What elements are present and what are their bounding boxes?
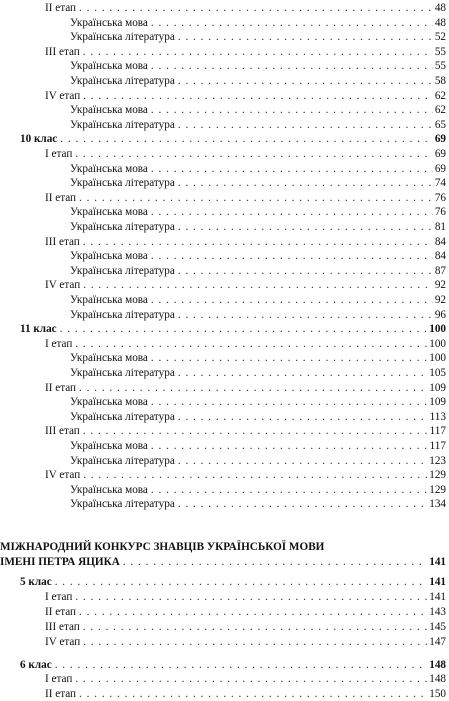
leader-dots: [75, 591, 427, 604]
toc-entry: [0, 0, 449, 15]
toc-entry: [0, 394, 449, 409]
toc-entry: [0, 88, 449, 103]
toc-entry-page: 84: [434, 250, 446, 262]
toc-entry: [0, 102, 449, 117]
toc-entry-label: Українська мова: [70, 440, 148, 452]
toc-entry: [0, 634, 449, 649]
leader-dots: [60, 133, 433, 146]
toc-entry-page: 55: [434, 46, 446, 58]
toc-entry: [0, 619, 449, 634]
toc-entry-label: І етап: [45, 591, 73, 603]
toc-entry-page: 100: [429, 323, 446, 335]
toc-entry-label: Українська література: [70, 177, 175, 189]
toc-entry-page: 69: [434, 133, 446, 145]
toc-entry: [0, 604, 449, 619]
toc-entry: [0, 321, 449, 336]
toc-entry: [0, 29, 449, 44]
toc-entry-page: 55: [434, 60, 446, 72]
section-title-line1: [0, 539, 449, 554]
toc-entry: [0, 307, 449, 322]
toc-entry: [0, 73, 449, 88]
toc-entry: [0, 234, 449, 249]
toc-entry: [0, 438, 449, 453]
toc-entry-page: 141: [429, 591, 446, 603]
toc-entry-label: Українська мова: [70, 17, 148, 29]
leader-dots: [55, 576, 428, 589]
toc-entry-page: 76: [434, 206, 446, 218]
leader-dots: [83, 279, 433, 292]
leader-dots: [83, 621, 427, 634]
toc-entry: [0, 204, 449, 219]
toc-entry-label: Українська література: [70, 498, 175, 510]
toc-entry-label: ІІІ етап: [45, 621, 80, 633]
toc-entry: [0, 423, 449, 438]
toc-entry-label: IV етап: [45, 90, 81, 102]
toc-entry: [0, 219, 449, 234]
toc-entry-label: Українська мова: [70, 396, 148, 408]
toc-entry-page: 100: [429, 352, 446, 364]
toc-entry-page: 123: [429, 455, 446, 467]
leader-dots: [178, 177, 433, 190]
leader-dots: [83, 636, 427, 649]
toc-entry-label: Українська література: [70, 309, 175, 321]
toc-entry-label: 6 клас: [20, 659, 52, 671]
toc-entry-page: 69: [434, 148, 446, 160]
toc-entry-page: 81: [434, 221, 446, 233]
toc-entry-label: Українська література: [70, 411, 175, 423]
toc-entry: [0, 117, 449, 132]
toc-entry: [0, 365, 449, 380]
leader-dots: [178, 498, 427, 511]
leader-dots: [178, 221, 433, 234]
toc-entry: [0, 409, 449, 424]
toc-entry-page: 48: [434, 17, 446, 29]
toc-entry-label: Українська література: [70, 265, 175, 277]
toc-entry-page: 58: [434, 75, 446, 87]
toc-entry: [0, 131, 449, 146]
leader-dots: [151, 440, 428, 453]
toc-entry-page: 105: [429, 367, 446, 379]
toc-entry-page: 117: [429, 440, 446, 452]
toc-entry-page: 134: [429, 498, 446, 510]
toc-entry-page: 148: [429, 659, 446, 671]
leader-dots: [151, 104, 433, 117]
leader-dots: [151, 396, 427, 409]
leader-dots: [178, 367, 427, 380]
toc-entry: [0, 277, 449, 292]
toc-entry-label: 10 клас: [20, 133, 58, 145]
toc-entry-label: Українська література: [70, 75, 175, 87]
toc-entry-page: 87: [434, 265, 446, 277]
toc-entry-label: ІІІ етап: [45, 46, 80, 58]
toc-entry: [0, 58, 449, 73]
toc-entry-label: Українська мова: [70, 206, 148, 218]
toc-entry: [0, 190, 449, 205]
toc-entry-page: 109: [429, 396, 446, 408]
leader-dots: [178, 75, 433, 88]
toc-entry-label: ІІ етап: [45, 2, 77, 14]
toc-entry: [0, 686, 449, 701]
toc-entry: [0, 248, 449, 263]
toc-entry-label: Українська література: [70, 221, 175, 233]
toc-entry-page: 147: [429, 636, 446, 648]
toc-entry-page: 48: [434, 2, 446, 14]
toc-entry-page: 74: [434, 177, 446, 189]
toc-entry: [0, 350, 449, 365]
toc-entry: [0, 453, 449, 468]
toc-entry-label: IV етап: [45, 636, 81, 648]
toc-entry-label: ІІ етап: [45, 606, 77, 618]
toc-entry-page: 141: [429, 576, 446, 588]
leader-dots: [83, 425, 428, 438]
leader-dots: [123, 556, 427, 569]
toc-entry: [0, 380, 449, 395]
toc-entry-label: Українська література: [70, 367, 175, 379]
toc-entry-label: Українська мова: [70, 250, 148, 262]
toc-entry-label: ІІ етап: [45, 192, 77, 204]
toc-entry-page: 69: [434, 163, 446, 175]
toc-entry-page: 109: [429, 382, 446, 394]
toc-entry-label: Українська література: [70, 119, 175, 131]
toc-entry-label: Українська мова: [70, 163, 148, 175]
toc-entry-page: 100: [429, 338, 446, 350]
toc-entry-page: 84: [434, 236, 446, 248]
toc-entry-label: Українська мова: [70, 60, 148, 72]
toc-entry-page: 150: [429, 688, 446, 700]
toc-entry: [0, 15, 449, 30]
leader-dots: [151, 60, 433, 73]
toc-entry-label: Українська мова: [70, 484, 148, 496]
toc-entry-page: 65: [434, 119, 446, 131]
toc-entry: [0, 657, 449, 672]
leader-dots: [151, 250, 433, 263]
toc-entry: [0, 263, 449, 278]
toc-entry-label: ІІ етап: [45, 688, 77, 700]
toc-entry-label: ІІІ етап: [45, 425, 80, 437]
toc-entry-page: 117: [429, 425, 446, 437]
toc-entry-label: Українська література: [70, 31, 175, 43]
toc-entry: [0, 574, 449, 589]
toc-entry-page: 113: [429, 411, 446, 423]
toc-entry-label: Українська література: [70, 455, 175, 467]
toc-entry-page: 129: [429, 484, 446, 496]
toc-entry: [0, 467, 449, 482]
toc-entry-label: Українська мова: [70, 294, 148, 306]
leader-dots: [60, 323, 428, 336]
toc-entry-page: 62: [434, 104, 446, 116]
toc-entry-page: 145: [429, 621, 446, 633]
leader-dots: [75, 148, 432, 161]
toc-entry-page: 129: [429, 469, 446, 481]
toc-entry: [0, 146, 449, 161]
leader-dots: [79, 606, 427, 619]
toc-entry: [0, 496, 449, 511]
toc-entry: [0, 589, 449, 604]
leader-dots: [79, 688, 427, 701]
section-page-number: 141: [429, 556, 446, 568]
leader-dots: [151, 352, 427, 365]
toc-entry-label: І етап: [45, 338, 73, 350]
toc-entry-label: Українська мова: [70, 104, 148, 116]
toc-entry-page: 96: [434, 309, 446, 321]
toc-entry-label: 11 клас: [20, 323, 57, 335]
leader-dots: [151, 206, 433, 219]
toc-entry-page: 52: [434, 31, 446, 43]
toc-entry: [0, 482, 449, 497]
leader-dots: [75, 673, 427, 686]
leader-dots: [151, 294, 433, 307]
toc-entry: [0, 161, 449, 176]
toc-entry-page: 148: [429, 673, 446, 685]
toc-entry-page: 62: [434, 90, 446, 102]
toc-entry-label: IV етап: [45, 469, 81, 481]
section-title-line2: [0, 554, 449, 569]
toc-entry: [0, 44, 449, 59]
toc-entry-label: ІІ етап: [45, 382, 77, 394]
toc-entry-label: І етап: [45, 673, 73, 685]
toc-entry-label: 5 клас: [20, 576, 52, 588]
toc-entry: [0, 336, 449, 351]
toc-entry-page: 92: [434, 279, 446, 291]
section-title-text-1: МІЖНАРОДНИЙ КОНКУРС ЗНАВЦІВ УКРАЇНСЬКОЇ МОВИ: [0, 541, 325, 553]
toc-entry-label: Українська мова: [70, 352, 148, 364]
toc-entry-page: 143: [429, 606, 446, 618]
toc-entry-label: ІІІ етап: [45, 236, 80, 248]
toc-entry-page: 76: [434, 192, 446, 204]
leader-dots: [79, 2, 433, 15]
toc-entry-label: IV етап: [45, 279, 81, 291]
leader-dots: [83, 469, 427, 482]
toc-entry: [0, 671, 449, 686]
section-title-text-2: ІМЕНІ ПЕТРА ЯЦИКА: [0, 556, 120, 568]
toc-entry-label: І етап: [45, 148, 73, 160]
toc-entry: [0, 292, 449, 307]
toc-entry-page: 92: [434, 294, 446, 306]
leader-dots: [178, 31, 433, 44]
toc-entry: [0, 175, 449, 190]
